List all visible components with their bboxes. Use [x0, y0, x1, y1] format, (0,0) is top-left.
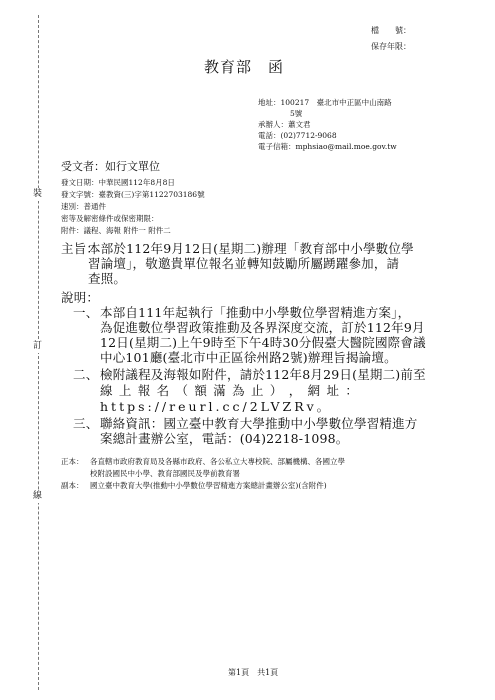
attachments: 附件：議程、海報 附件一 附件二 [61, 226, 171, 235]
binding-char-ding: 訂 [33, 341, 43, 351]
distribution-main-line: 校附設國民中小學、教育部國民及學前教育署 [90, 469, 240, 478]
distribution-main-label: 正本： [61, 457, 84, 466]
contact-phone: 電話：(02)7712-9068 [258, 131, 337, 140]
item-number: 一、 [73, 305, 99, 320]
item-line: 12日(星期二)上午9時至下午4時30分假臺大醫院國際會議 [100, 335, 426, 350]
page-title: 教育部 函 [204, 58, 285, 76]
address-line-2: 5號 [290, 109, 303, 118]
item-line: 聯絡資訊：國立臺中教育大學推動中小學數位學習精進方 [100, 416, 418, 431]
binding-char-zhuang: 裝 [33, 189, 43, 199]
contact-person: 承辦人：蕭文君 [258, 120, 311, 129]
item-line: 案總計畫辦公室，電話：(04)2218-1098。 [100, 431, 349, 446]
explanation-label: 說明： [61, 290, 100, 305]
subject-line: 查照。 [88, 271, 127, 286]
speed-class: 速別：普通件 [61, 202, 106, 211]
file-number-label: 檔 號： [371, 26, 411, 35]
retention-period-label: 保存年限： [371, 42, 411, 51]
recipient: 受文者：如行文單位 [61, 160, 160, 173]
document-number: 發文字號：臺教資(三)字第1122703186號 [61, 190, 205, 199]
distribution-copy-line: 國立臺中教育大學(推動中小學數位學習精進方案總計畫辦公室)(含附件) [90, 481, 327, 490]
subject-line: 本部於112年9月12日(星期二)辦理「教育部中小學數位學 [88, 241, 414, 256]
item-number: 三、 [73, 416, 99, 431]
distribution-copy-label: 副本： [61, 481, 84, 490]
contact-email: 電子信箱：mphsiao@mail.moe.gov.tw [258, 142, 397, 151]
item-line: 檢附議程及海報如附件，請於112年8月29日(星期二)前至 [100, 367, 426, 382]
registration-url[interactable]: https://reurl.cc/2LVZRv。 [100, 399, 333, 414]
page-footer: 第1頁 共1頁 [228, 668, 279, 677]
address-line-1: 地址：100217 臺北市中正區中山南路 [258, 98, 392, 107]
subject-line: 習論壇」，敬邀貴單位報名並轉知鼓勵所屬踴躍參加，請 [88, 256, 400, 271]
item-line: 中心101廳(臺北市中正區徐州路2號)辦理旨揭論壇。 [100, 350, 397, 365]
secrecy-level: 密等及解密條件或保密期限： [61, 214, 159, 223]
item-line: 本部自111年起執行「推動中小學數位學習精進方案」， [100, 305, 411, 320]
binding-char-xian: 線 [33, 491, 43, 501]
item-number: 二、 [73, 367, 99, 382]
item-line: 為促進數位學習政策推動及各界深度交流，訂於112年9月 [100, 320, 425, 335]
item-line: 線 上 報 名 （ 額 滿 為 止 ） ， 網 址 ： [100, 383, 360, 398]
subject-label: 主旨： [61, 241, 100, 256]
issue-date: 發文日期：中華民國112年8月8日 [61, 178, 175, 187]
distribution-main-line: 各直轄市政府教育局及各縣市政府、各公私立大專校院、部屬機構、各國立學 [90, 457, 345, 466]
